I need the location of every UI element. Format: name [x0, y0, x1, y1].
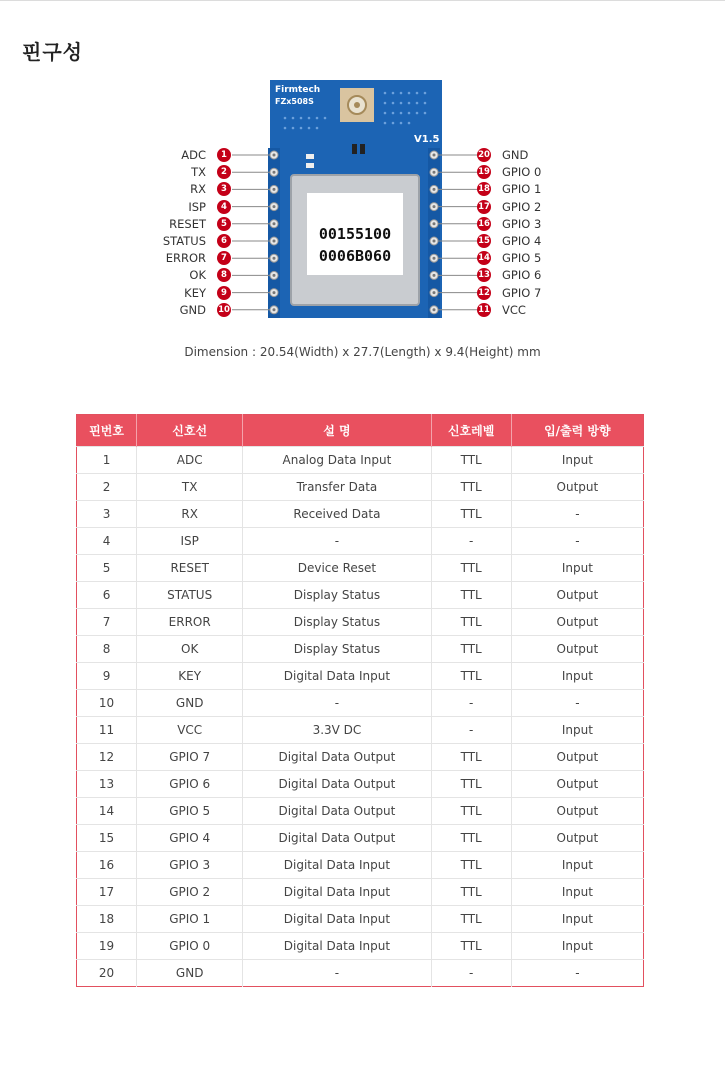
- cell-signal-level: -: [431, 528, 511, 555]
- pin-label-left: STATUS: [162, 234, 206, 248]
- cell-signal: GPIO 4: [137, 825, 243, 852]
- pin-number-badge: 13: [478, 270, 490, 281]
- table-row: [77, 447, 644, 474]
- cell-description: Digital Data Input: [243, 933, 431, 960]
- top-divider: [0, 0, 725, 1]
- header-signal-level: 신호레벨: [431, 415, 511, 447]
- pin-label-right: GPIO 0: [502, 165, 542, 180]
- table-row: [77, 771, 644, 798]
- cell-pin-number: 10: [77, 690, 137, 717]
- module-image: [0, 78, 725, 328]
- pin-number-badge: 12: [478, 287, 490, 298]
- cell-pin-number: 11: [77, 717, 137, 744]
- cell-signal-level: TTL: [431, 636, 511, 663]
- cell-description: Digital Data Input: [243, 852, 431, 879]
- cell-signal: ISP: [137, 528, 243, 555]
- cell-signal: GND: [137, 960, 243, 987]
- pin-number-badge: 3: [217, 182, 231, 196]
- cell-description: Analog Data Input: [243, 447, 431, 474]
- cell-pin-number: 13: [77, 771, 137, 798]
- table-row: [77, 690, 644, 717]
- chip-line-2: 0006B060: [318, 247, 392, 265]
- page-title: 핀구성: [22, 40, 83, 64]
- table-body: [77, 447, 644, 987]
- cell-description: -: [243, 960, 431, 987]
- brand-text: Firmtech: [275, 85, 321, 95]
- cell-signal-level: TTL: [431, 771, 511, 798]
- pin-label-left: RX: [190, 182, 206, 197]
- pin-number-badge: 16: [478, 218, 490, 229]
- cell-description: Display Status: [243, 582, 431, 609]
- cell-description: -: [243, 528, 431, 555]
- table-row: [77, 960, 644, 987]
- pin-number-badge: 20: [478, 150, 490, 160]
- cell-pin-number: 8: [77, 636, 137, 663]
- cell-signal: GPIO 7: [137, 744, 243, 771]
- table-row: [77, 501, 644, 528]
- cell-pin-number: 17: [77, 879, 137, 906]
- pin-label-right: GPIO 5: [502, 251, 542, 266]
- pin-number-badge: 4: [217, 200, 231, 214]
- header-signal: 신호선: [137, 415, 243, 447]
- cell-direction: Input: [511, 852, 643, 879]
- pin-label-left: OK: [189, 268, 206, 283]
- pin-label-left: KEY: [184, 285, 206, 300]
- cell-direction: -: [511, 960, 643, 987]
- cell-signal-level: TTL: [431, 582, 511, 609]
- cell-signal: STATUS: [137, 582, 243, 609]
- cell-signal-level: TTL: [431, 663, 511, 690]
- pin-number-badge: 15: [478, 236, 490, 246]
- cell-signal-level: TTL: [431, 906, 511, 933]
- cell-pin-number: 19: [77, 933, 137, 960]
- pin-label-left: ISP: [188, 199, 206, 214]
- cell-direction: Output: [511, 582, 643, 609]
- cell-description: Digital Data Input: [243, 906, 431, 933]
- cell-signal-level: TTL: [431, 609, 511, 636]
- cell-description: Device Reset: [243, 555, 431, 582]
- pin-number-badge: 11: [478, 304, 490, 315]
- cell-signal-level: -: [431, 690, 511, 717]
- table-row: [77, 744, 644, 771]
- cell-direction: Output: [511, 771, 643, 798]
- cell-pin-number: 12: [77, 744, 137, 771]
- cell-signal-level: -: [431, 960, 511, 987]
- cell-direction: Output: [511, 825, 643, 852]
- cell-direction: Output: [511, 798, 643, 825]
- pin-number-badge: 14: [478, 253, 490, 264]
- table-header-row: [77, 415, 644, 447]
- cell-signal: GPIO 3: [137, 852, 243, 879]
- pin-number-badge: 9: [217, 286, 231, 300]
- cell-signal: OK: [137, 636, 243, 663]
- cell-signal: RX: [137, 501, 243, 528]
- cell-pin-number: 18: [77, 906, 137, 933]
- model-text: FZx508S: [275, 97, 314, 106]
- pin-label-right: GND: [502, 148, 529, 162]
- cell-signal: RESET: [137, 555, 243, 582]
- chip-line-1: 00155100: [318, 225, 392, 243]
- dimension-text: Dimension : 20.54(Width) x 27.7(Length) x 9.4(Height) mm: [184, 345, 541, 359]
- cell-pin-number: 2: [77, 474, 137, 501]
- cell-description: -: [243, 690, 431, 717]
- header-description: 설 명: [243, 415, 431, 447]
- cell-description: Digital Data Output: [243, 771, 431, 798]
- cell-pin-number: 16: [77, 852, 137, 879]
- pin-number-badge: 5: [217, 217, 231, 231]
- cell-direction: -: [511, 501, 643, 528]
- pin-number-badge: 2: [217, 165, 231, 179]
- cell-description: Digital Data Output: [243, 744, 431, 771]
- pin-number-badge: 6: [217, 234, 231, 248]
- pin-number-badge: 18: [478, 184, 490, 195]
- table-row: [77, 582, 644, 609]
- cell-description: Display Status: [243, 636, 431, 663]
- pin-label-left: ERROR: [165, 251, 206, 266]
- cell-signal-level: TTL: [431, 825, 511, 852]
- header-pin-number: 핀번호: [77, 415, 137, 447]
- cell-direction: Input: [511, 663, 643, 690]
- cell-direction: Output: [511, 609, 643, 636]
- cell-pin-number: 14: [77, 798, 137, 825]
- table-row: [77, 636, 644, 663]
- cell-direction: Input: [511, 933, 643, 960]
- cell-signal-level: TTL: [431, 447, 511, 474]
- cell-direction: -: [511, 690, 643, 717]
- pin-label-right: GPIO 6: [502, 268, 542, 283]
- table-row: [77, 852, 644, 879]
- cell-pin-number: 5: [77, 555, 137, 582]
- version-text: V1.5: [414, 134, 440, 145]
- cell-signal-level: TTL: [431, 879, 511, 906]
- cell-direction: Input: [511, 717, 643, 744]
- pin-label-right: GPIO 1: [502, 182, 542, 197]
- cell-signal-level: TTL: [431, 555, 511, 582]
- cell-pin-number: 15: [77, 825, 137, 852]
- cell-pin-number: 4: [77, 528, 137, 555]
- cell-signal: GPIO 1: [137, 906, 243, 933]
- cell-direction: Input: [511, 906, 643, 933]
- table-row: [77, 555, 644, 582]
- table-row: [77, 825, 644, 852]
- cell-direction: -: [511, 528, 643, 555]
- cell-signal: TX: [137, 474, 243, 501]
- table-row: [77, 798, 644, 825]
- header-direction: 입/출력 방향: [511, 415, 643, 447]
- table-row: [77, 717, 644, 744]
- table-row: [77, 609, 644, 636]
- table-row: [77, 906, 644, 933]
- cell-signal: ERROR: [137, 609, 243, 636]
- cell-pin-number: 7: [77, 609, 137, 636]
- cell-direction: Output: [511, 636, 643, 663]
- pin-diagram: [0, 78, 725, 328]
- cell-signal: GPIO 2: [137, 879, 243, 906]
- cell-description: Digital Data Output: [243, 798, 431, 825]
- pin-table: [76, 414, 644, 987]
- pin-label-right: GPIO 3: [502, 216, 542, 231]
- cell-signal-level: -: [431, 717, 511, 744]
- cell-signal: GPIO 5: [137, 798, 243, 825]
- pin-label-left: GND: [179, 302, 206, 317]
- table-row: [77, 528, 644, 555]
- pin-number-badge: 1: [217, 148, 231, 162]
- cell-signal-level: TTL: [431, 744, 511, 771]
- cell-signal: VCC: [137, 717, 243, 744]
- pin-number-badge: 8: [217, 268, 231, 282]
- pin-label-left: RESET: [169, 216, 206, 231]
- cell-direction: Input: [511, 555, 643, 582]
- cell-description: Received Data: [243, 501, 431, 528]
- pin-number-badge: 19: [478, 167, 490, 178]
- pin-label-right: GPIO 2: [502, 199, 542, 214]
- cell-signal-level: TTL: [431, 501, 511, 528]
- cell-direction: Output: [511, 474, 643, 501]
- pin-label-left: TX: [191, 165, 206, 180]
- cell-signal: KEY: [137, 663, 243, 690]
- pin-number-badge: 7: [217, 251, 231, 265]
- cell-description: Digital Data Input: [243, 663, 431, 690]
- cell-signal: GND: [137, 690, 243, 717]
- table-row: [77, 933, 644, 960]
- cell-pin-number: 1: [77, 447, 137, 474]
- cell-signal: GPIO 6: [137, 771, 243, 798]
- cell-description: Transfer Data: [243, 474, 431, 501]
- pin-number-badge: 17: [478, 201, 490, 212]
- cell-pin-number: 3: [77, 501, 137, 528]
- pin-label-left: ADC: [181, 148, 206, 162]
- pin-label-right: GPIO 4: [502, 234, 542, 248]
- table-row: [77, 663, 644, 690]
- table-row: [77, 474, 644, 501]
- cell-signal-level: TTL: [431, 798, 511, 825]
- cell-pin-number: 20: [77, 960, 137, 987]
- pin-number-badge: 10: [218, 304, 230, 315]
- cell-description: Display Status: [243, 609, 431, 636]
- cell-signal: GPIO 0: [137, 933, 243, 960]
- cell-pin-number: 9: [77, 663, 137, 690]
- cell-direction: Output: [511, 744, 643, 771]
- cell-signal-level: TTL: [431, 852, 511, 879]
- table-row: [77, 879, 644, 906]
- cell-signal-level: TTL: [431, 474, 511, 501]
- cell-pin-number: 6: [77, 582, 137, 609]
- cell-description: Digital Data Input: [243, 879, 431, 906]
- pin-label-right: VCC: [502, 302, 526, 317]
- cell-direction: Input: [511, 879, 643, 906]
- cell-description: 3.3V DC: [243, 717, 431, 744]
- pin-label-right: GPIO 7: [502, 285, 542, 300]
- cell-description: Digital Data Output: [243, 825, 431, 852]
- cell-direction: Input: [511, 447, 643, 474]
- cell-signal-level: TTL: [431, 933, 511, 960]
- cell-signal: ADC: [137, 447, 243, 474]
